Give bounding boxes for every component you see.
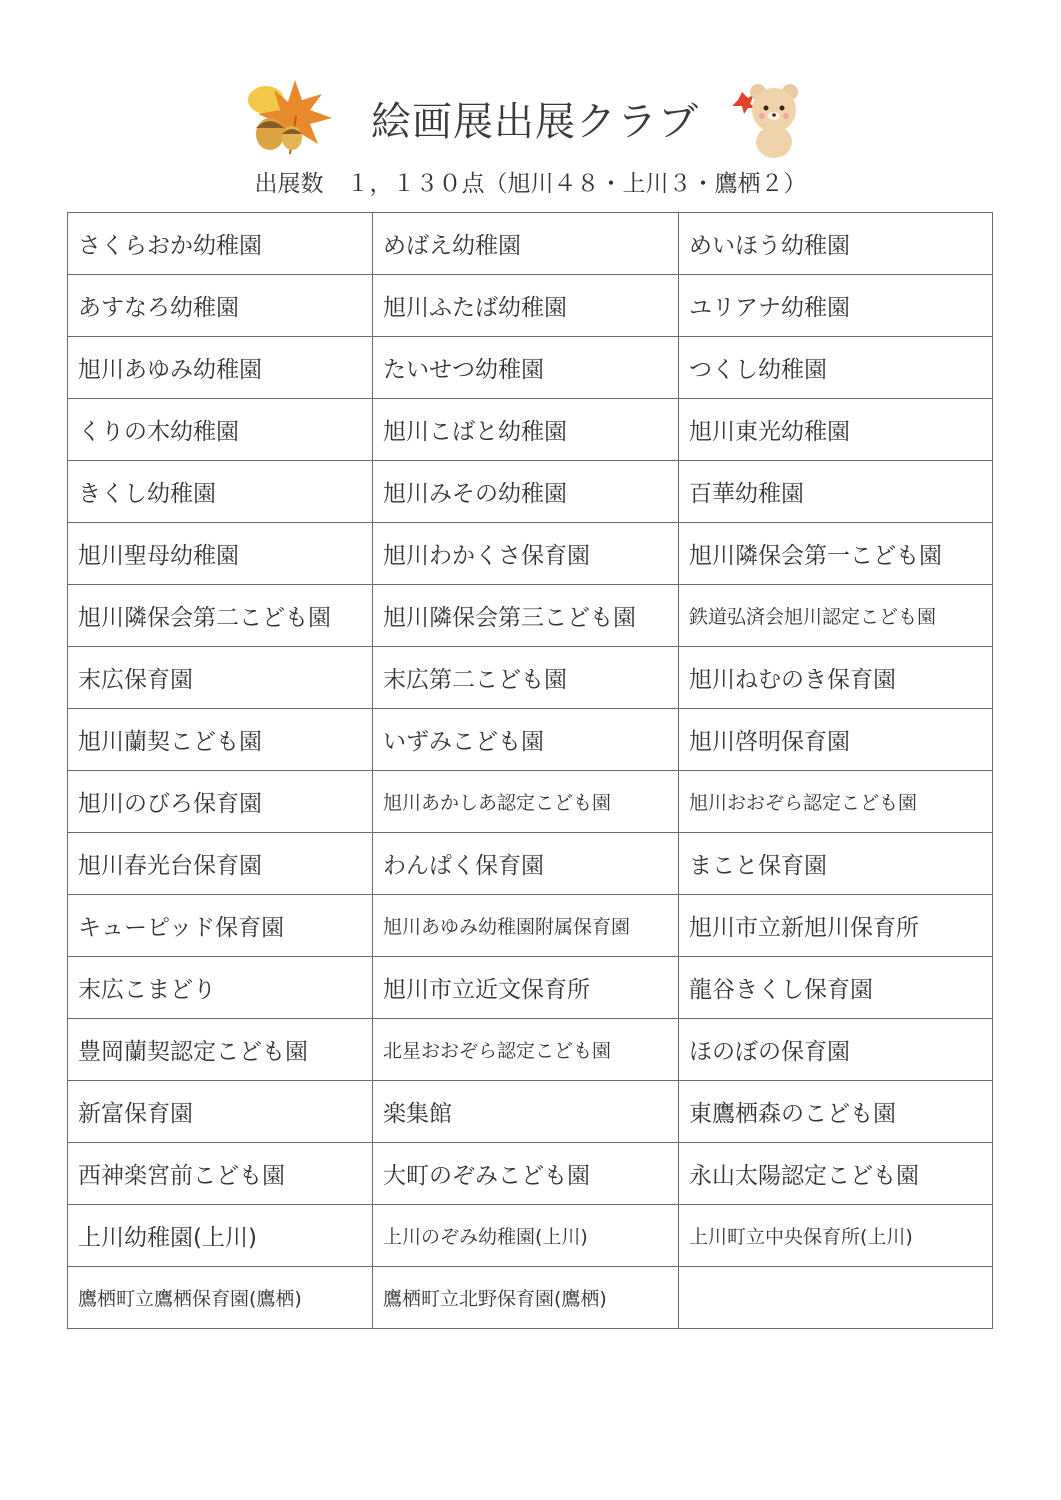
page-title: 絵画展出展クラブ [371,99,699,145]
table-row [68,833,993,895]
club-cell: 旭川隣保会第一こども園 [679,523,993,585]
table-row [68,957,993,1019]
club-cell: 旭川蘭契こども園 [68,709,373,771]
table-row [68,585,993,647]
exhibit-count: 出展数 １，１３０点（旭川４８・上川３・鷹栖２） [254,171,807,197]
table-row [68,399,993,461]
club-cell: 旭川東光幼稚園 [679,399,993,461]
club-cell: 上川町立中央保育所(上川) [679,1205,993,1267]
club-cell: 旭川こばと幼稚園 [373,399,679,461]
club-cell: 上川幼稚園(上川) [68,1205,373,1267]
club-cell: あすなろ幼稚園 [68,275,373,337]
club-cell: きくし幼稚園 [68,461,373,523]
club-cell: くりの木幼稚園 [68,399,373,461]
table-row [68,1081,993,1143]
table-row [68,895,993,957]
autumn-leaves-acorn-icon [240,70,344,162]
club-cell: 永山太陽認定こども園 [679,1143,993,1205]
club-cell: つくし幼稚園 [679,337,993,399]
club-cell: 旭川市立近文保育所 [373,957,679,1019]
club-cell: 旭川ふたば幼稚園 [373,275,679,337]
table-row [68,1267,993,1329]
club-cell: 旭川春光台保育園 [68,833,373,895]
table-row [68,1143,993,1205]
table-row [68,275,993,337]
club-cell: キューピッド保育園 [68,895,373,957]
club-cell: たいせつ幼稚園 [373,337,679,399]
club-cell: 大町のぞみこども園 [373,1143,679,1205]
club-cell: 楽集館 [373,1081,679,1143]
club-cell: 旭川聖母幼稚園 [68,523,373,585]
club-cell: 旭川隣保会第三こども園 [373,585,679,647]
club-cell: 旭川あゆみ幼稚園 [68,337,373,399]
club-cell: 旭川あゆみ幼稚園附属保育園 [373,895,679,957]
club-cell: 鉄道弘済会旭川認定こども園 [679,585,993,647]
table-row [68,771,993,833]
club-cell: 豊岡蘭契認定こども園 [68,1019,373,1081]
club-cell: 旭川のびろ保育園 [68,771,373,833]
club-cell: ユリアナ幼稚園 [679,275,993,337]
club-cell: わんぱく保育園 [373,833,679,895]
club-table [67,212,993,1329]
club-cell: 旭川ねむのき保育園 [679,647,993,709]
bear-with-maple-leaf-icon [728,78,804,160]
club-cell: 旭川啓明保育園 [679,709,993,771]
club-cell: 末広保育園 [68,647,373,709]
club-cell: さくらおか幼稚園 [68,213,373,275]
club-cell: 鷹栖町立鷹栖保育園(鷹栖) [68,1267,373,1329]
table-row [68,1019,993,1081]
club-cell: 旭川あかしあ認定こども園 [373,771,679,833]
club-cell: めばえ幼稚園 [373,213,679,275]
table-row [68,461,993,523]
club-cell: めいほう幼稚園 [679,213,993,275]
club-cell: 旭川みその幼稚園 [373,461,679,523]
club-cell: 鷹栖町立北野保育園(鷹栖) [373,1267,679,1329]
table-row [68,337,993,399]
club-cell: 西神楽宮前こども園 [68,1143,373,1205]
club-cell: 龍谷きくし保育園 [679,957,993,1019]
table-row [68,647,993,709]
club-cell: 旭川市立新旭川保育所 [679,895,993,957]
club-cell: 旭川わかくさ保育園 [373,523,679,585]
table-row [68,709,993,771]
table-row [68,1205,993,1267]
club-cell: 旭川隣保会第二こども園 [68,585,373,647]
club-cell: 百華幼稚園 [679,461,993,523]
club-cell: 新富保育園 [68,1081,373,1143]
club-cell: ほのぼの保育園 [679,1019,993,1081]
header [0,60,1061,170]
club-cell: まこと保育園 [679,833,993,895]
club-cell: 東鷹栖森のこども園 [679,1081,993,1143]
club-cell [679,1267,993,1329]
table-row [68,213,993,275]
club-cell: 北星おおぞら認定こども園 [373,1019,679,1081]
club-cell: 上川のぞみ幼稚園(上川) [373,1205,679,1267]
club-cell: いずみこども園 [373,709,679,771]
club-cell: 末広第二こども園 [373,647,679,709]
club-cell: 末広こまどり [68,957,373,1019]
club-cell: 旭川おおぞら認定こども園 [679,771,993,833]
table-row [68,523,993,585]
